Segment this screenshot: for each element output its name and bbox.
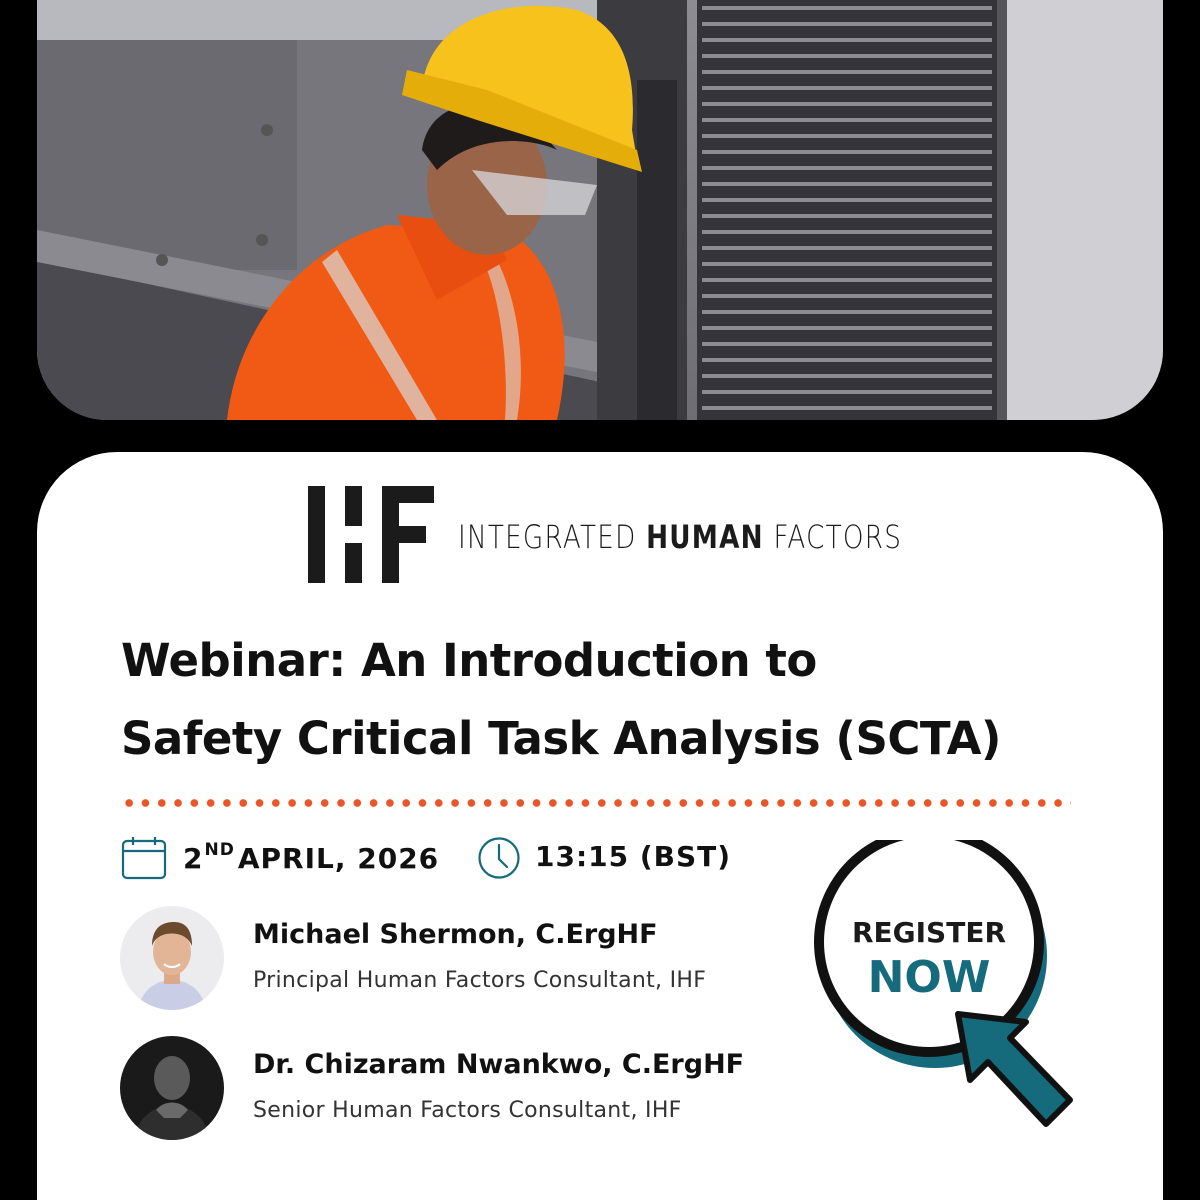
title-line-2: Safety Critical Task Analysis (SCTA) — [121, 712, 1001, 765]
dotted-divider — [121, 799, 1071, 807]
event-date — [183, 840, 439, 875]
page-title — [121, 622, 1121, 778]
date-rest: APRIL, 2026 — [237, 842, 440, 875]
speaker-name: Dr. Chizaram Nwankwo, C.ErgHF — [253, 1049, 745, 1080]
register-label: REGISTER — [851, 916, 1007, 949]
logo-word-2: HUMAN — [646, 518, 764, 556]
cursor-arrow-icon — [952, 1008, 1082, 1138]
date-suffix: ND — [204, 840, 235, 860]
event-time: 13:15 (BST) — [535, 840, 732, 873]
logo-wordmark — [458, 518, 902, 556]
speaker-role: Senior Human Factors Consultant, IHF — [253, 1098, 682, 1123]
logo-word-3: FACTORS — [773, 518, 903, 556]
speaker-photo-2 — [120, 1036, 224, 1140]
register-now-button[interactable] — [814, 840, 1104, 1140]
speaker-photo-1 — [120, 906, 224, 1010]
avatar — [120, 1036, 224, 1140]
worker-illustration — [37, 0, 1163, 420]
logo-word-1: INTEGRATED — [458, 518, 637, 556]
event-card — [37, 452, 1163, 1200]
speaker-name: Michael Shermon, C.ErgHF — [253, 919, 658, 950]
avatar — [120, 906, 224, 1010]
title-line-1: Webinar: An Introduction to — [121, 634, 817, 687]
hero-photo — [37, 0, 1163, 420]
calendar-icon — [121, 836, 167, 880]
ihf-logo-icon — [308, 486, 434, 583]
date-day: 2 — [183, 842, 204, 875]
speaker-role: Principal Human Factors Consultant, IHF — [253, 968, 707, 993]
clock-icon — [477, 836, 521, 880]
now-label: NOW — [867, 952, 991, 1003]
